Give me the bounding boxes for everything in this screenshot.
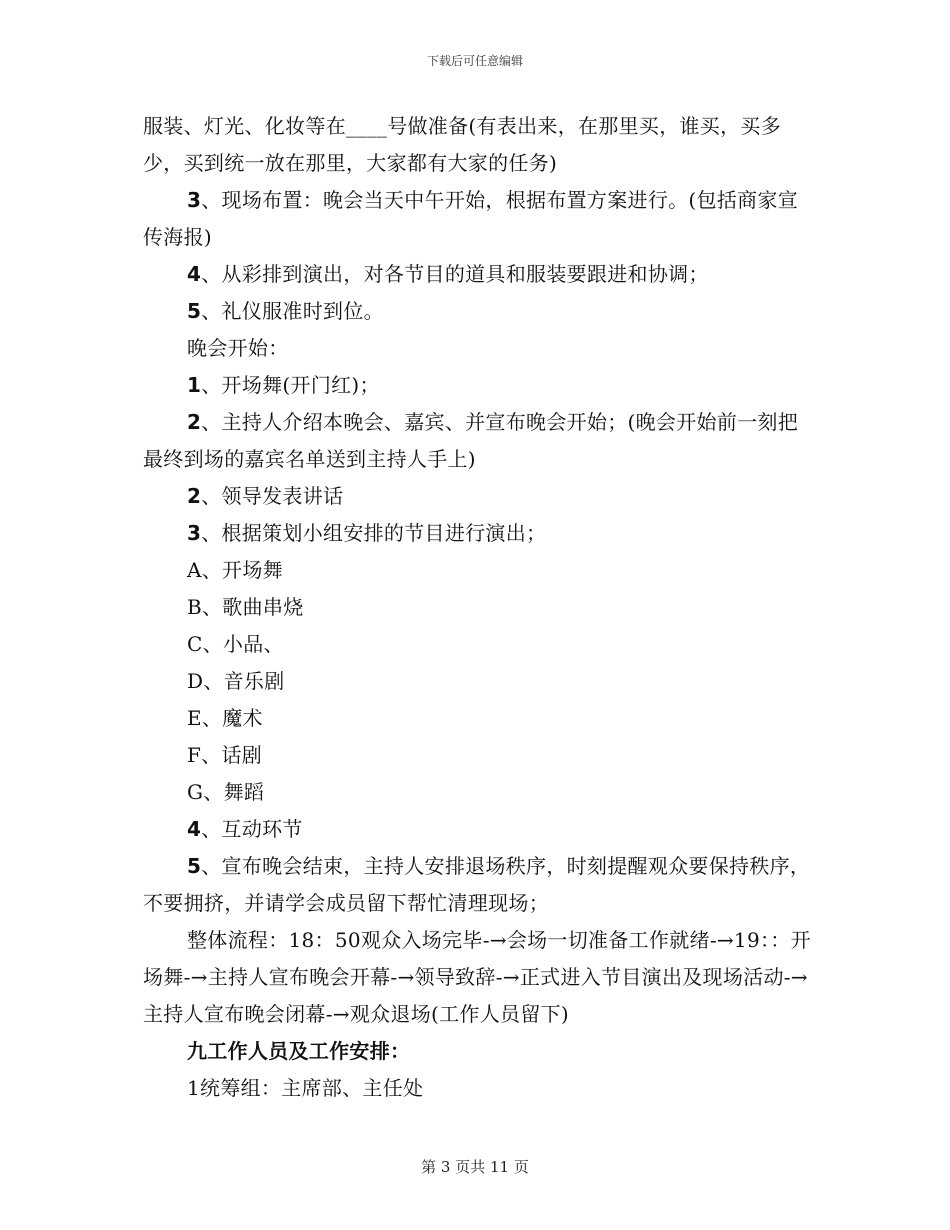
paragraph-text: 、礼仪服准时到位。 bbox=[201, 299, 384, 323]
paragraph-costume bbox=[143, 108, 811, 182]
program-text: C、小品、 bbox=[187, 632, 284, 656]
program-item-e bbox=[143, 700, 811, 737]
program-item-g bbox=[143, 774, 811, 811]
paragraph-text: 、宣布晚会结束，主持人安排退场秩序，时刻提醒观众要保持秩序，不要拥挤，并请学会成员留下帮忙清理现场； bbox=[143, 854, 811, 915]
paragraph-text: 、主持人介绍本晚会、嘉宾、并宣布晚会开始；(晚会开始前一刻把最终到场的嘉宾名单送到主持人手上) bbox=[143, 410, 799, 471]
item-number: 5 bbox=[187, 299, 202, 323]
paragraph-overall-flow bbox=[143, 922, 811, 1033]
program-item-d bbox=[143, 663, 811, 700]
item-number: 1 bbox=[187, 373, 202, 397]
program-text: A、开场舞 bbox=[187, 558, 283, 582]
page-header: 下载后可任意编辑 bbox=[426, 54, 523, 68]
paragraph-coordination-group: 1统筹组：主席部、主任处 bbox=[187, 1076, 424, 1100]
program-item-a bbox=[143, 552, 811, 589]
paragraph-etiquette bbox=[143, 293, 811, 330]
program-text: E、魔术 bbox=[187, 706, 263, 730]
item-number: 4 bbox=[187, 262, 202, 286]
paragraph-text: 、领导发表讲话 bbox=[201, 484, 344, 508]
program-item-c bbox=[143, 626, 811, 663]
paragraph-host-intro bbox=[143, 404, 811, 478]
paragraph-opening-dance bbox=[143, 367, 811, 404]
item-number: 4 bbox=[187, 817, 202, 841]
paragraph-text: 服装、灯光、化妆等在____号做准备(有表出来，在那里买，谁买，买多少，买到统一放在那里，大家都有大家的任务) bbox=[143, 114, 782, 175]
paragraph-rehearsal bbox=[143, 256, 811, 293]
section-heading: 九工作人员及工作安排： bbox=[187, 1039, 411, 1063]
paragraph-text: 、根据策划小组安排的节目进行演出； bbox=[201, 521, 547, 545]
paragraph-text: 、现场布置：晚会当天中午开始，根据布置方案进行。(包括商家宣传海报) bbox=[143, 188, 799, 249]
item-number: 3 bbox=[187, 188, 202, 212]
program-text: B、歌曲串烧 bbox=[187, 595, 304, 619]
paragraph-leader-speech bbox=[143, 478, 811, 515]
paragraph-text: 、互动环节 bbox=[201, 817, 303, 841]
paragraph-gala-start bbox=[143, 330, 811, 367]
paragraph-performances bbox=[143, 515, 811, 552]
program-item-b bbox=[143, 589, 811, 626]
paragraph-text: 、从彩排到演出，对各节目的道具和服装要跟进和协调； bbox=[201, 262, 709, 286]
program-item-f bbox=[143, 737, 811, 774]
page-footer: 第 3 页共 11 页 bbox=[421, 1158, 529, 1176]
item-number: 2 bbox=[187, 484, 202, 508]
paragraph-gala-end bbox=[143, 848, 811, 922]
paragraph-text: 整体流程：18：50观众入场完毕-→会场一切准备工作就绪-→19：：开场舞-→主持人宣布晚会开幕-→领导致辞-→正式进入节目演出及现场活动-→主持人宣布晚会闭幕-→观众退场(工作人员留下) bbox=[143, 928, 811, 1026]
paragraph-venue-setup bbox=[143, 182, 811, 256]
document-body bbox=[143, 108, 811, 1107]
program-text: F、话剧 bbox=[187, 743, 263, 767]
item-number: 5 bbox=[187, 854, 202, 878]
item-number: 3 bbox=[187, 521, 202, 545]
program-text: G、舞蹈 bbox=[187, 780, 265, 804]
paragraph-interaction bbox=[143, 811, 811, 848]
paragraph-text: 晚会开始： bbox=[187, 336, 289, 360]
paragraph-text: 、开场舞(开门红)； bbox=[201, 373, 380, 397]
item-number: 2 bbox=[187, 410, 202, 434]
program-text: D、音乐剧 bbox=[187, 669, 285, 693]
